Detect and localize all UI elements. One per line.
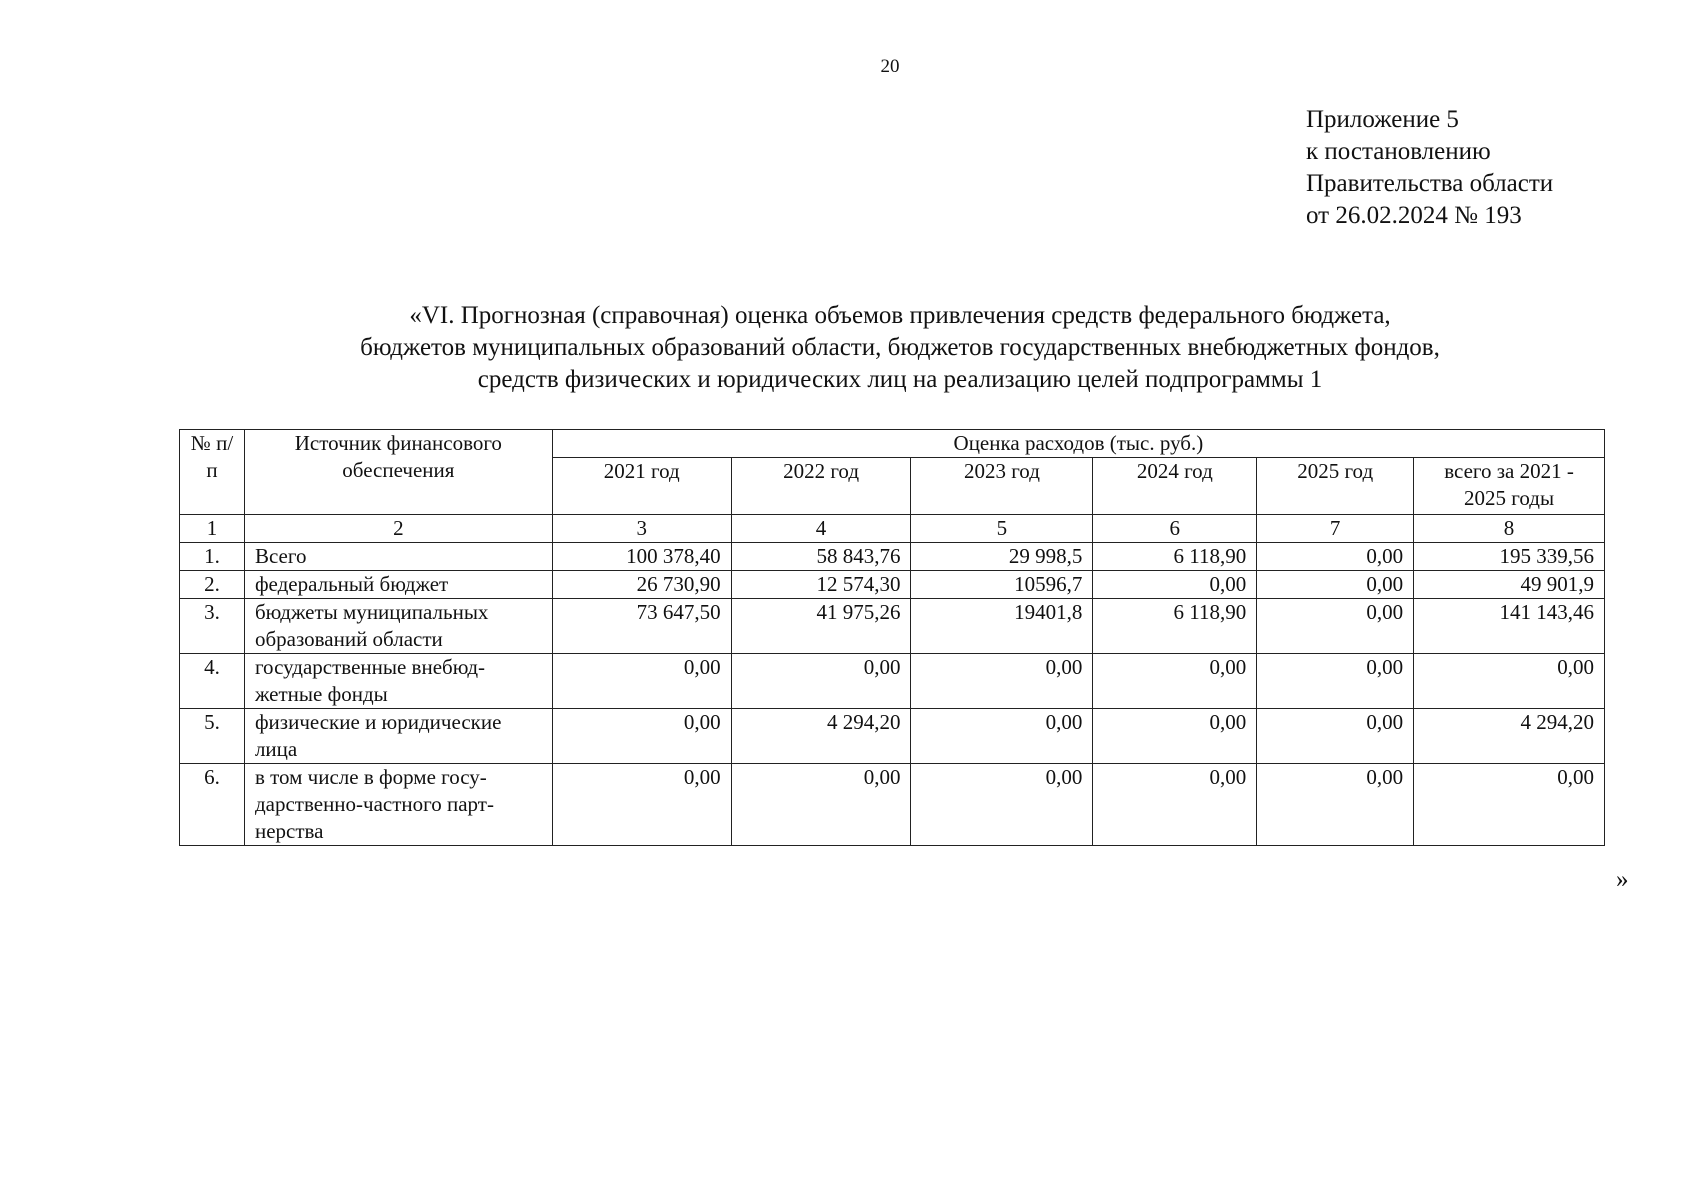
appendix-block	[1306, 104, 1553, 232]
index-cell: 4	[731, 515, 911, 543]
row-num: 2.	[180, 571, 245, 599]
table-row	[180, 543, 1605, 571]
row-value: 26 730,90	[552, 571, 731, 599]
row-num: 4.	[180, 654, 245, 709]
row-value: 0,00	[731, 764, 911, 846]
header-source: Источник финансового обеспечения	[244, 430, 552, 515]
row-total: 4 294,20	[1414, 709, 1605, 764]
index-cell: 8	[1414, 515, 1605, 543]
title-line: средств физических и юридических лиц на реализацию целей подпрограммы 1	[477, 366, 1323, 393]
row-total: 49 901,9	[1414, 571, 1605, 599]
row-num: 1.	[180, 543, 245, 571]
header-year: 2023 год	[911, 458, 1093, 515]
financing-table	[179, 429, 1605, 846]
header-year: 2022 год	[731, 458, 911, 515]
appendix-line: от 26.02.2024 № 193	[1306, 202, 1522, 229]
row-value: 19401,8	[911, 599, 1093, 654]
row-num: 3.	[180, 599, 245, 654]
row-source: физические и юридические лица	[244, 709, 552, 764]
table-row	[180, 654, 1605, 709]
index-cell: 3	[552, 515, 731, 543]
row-value: 0,00	[1257, 709, 1414, 764]
row-total: 195 339,56	[1414, 543, 1605, 571]
row-value: 0,00	[1257, 764, 1414, 846]
index-row	[180, 515, 1605, 543]
header-year: 2024 год	[1093, 458, 1257, 515]
row-value: 0,00	[552, 654, 731, 709]
header-num: № п/п	[180, 430, 245, 515]
row-value: 0,00	[911, 764, 1093, 846]
page-number: 20	[880, 56, 900, 77]
row-value: 0,00	[1257, 543, 1414, 571]
header-year: 2025 год	[1257, 458, 1414, 515]
row-value: 0,00	[1093, 764, 1257, 846]
index-cell: 2	[244, 515, 552, 543]
table-row	[180, 599, 1605, 654]
table-row	[180, 764, 1605, 846]
index-cell: 7	[1257, 515, 1414, 543]
title-line: бюджетов муниципальных образований области, бюджетов государственных внебюджетных фондов,	[360, 334, 1440, 361]
header-year: 2021 год	[552, 458, 731, 515]
appendix-line: Приложение 5	[1306, 106, 1459, 133]
row-value: 100 378,40	[552, 543, 731, 571]
row-total: 0,00	[1414, 764, 1605, 846]
appendix-line: к постановлению	[1306, 138, 1491, 165]
row-source: в том числе в форме госу-дарственно-частного парт-нерства	[244, 764, 552, 846]
row-value: 58 843,76	[731, 543, 911, 571]
row-value: 6 118,90	[1093, 599, 1257, 654]
row-value: 12 574,30	[731, 571, 911, 599]
row-source: федеральный бюджет	[244, 571, 552, 599]
row-value: 0,00	[911, 654, 1093, 709]
row-num: 6.	[180, 764, 245, 846]
index-cell: 6	[1093, 515, 1257, 543]
row-value: 4 294,20	[731, 709, 911, 764]
row-value: 0,00	[1257, 599, 1414, 654]
row-value: 0,00	[731, 654, 911, 709]
row-value: 0,00	[1093, 571, 1257, 599]
row-value: 0,00	[1093, 654, 1257, 709]
row-value: 0,00	[552, 709, 731, 764]
section-title	[180, 300, 1620, 396]
row-value: 0,00	[911, 709, 1093, 764]
row-source: государственные внебюд-жетные фонды	[244, 654, 552, 709]
row-value: 6 118,90	[1093, 543, 1257, 571]
row-num: 5.	[180, 709, 245, 764]
row-source: Всего	[244, 543, 552, 571]
header-row	[180, 430, 1605, 458]
index-cell: 1	[180, 515, 245, 543]
row-value: 0,00	[1093, 709, 1257, 764]
row-total: 0,00	[1414, 654, 1605, 709]
table-row	[180, 571, 1605, 599]
row-value: 0,00	[1257, 654, 1414, 709]
table-row	[180, 709, 1605, 764]
row-source: бюджеты муниципальных образований области	[244, 599, 552, 654]
header-total: всего за 2021 - 2025 годы	[1414, 458, 1605, 515]
row-value: 0,00	[1257, 571, 1414, 599]
row-total: 141 143,46	[1414, 599, 1605, 654]
row-value: 10596,7	[911, 571, 1093, 599]
row-value: 0,00	[552, 764, 731, 846]
title-line: «VI. Прогнозная (справочная) оценка объемов привлечения средств федерального бюджета,	[409, 302, 1391, 329]
row-value: 73 647,50	[552, 599, 731, 654]
closing-quote: »	[1616, 866, 1629, 893]
row-value: 29 998,5	[911, 543, 1093, 571]
index-cell: 5	[911, 515, 1093, 543]
row-value: 41 975,26	[731, 599, 911, 654]
header-estimate: Оценка расходов (тыс. руб.)	[552, 430, 1604, 458]
appendix-line: Правительства области	[1306, 170, 1554, 197]
